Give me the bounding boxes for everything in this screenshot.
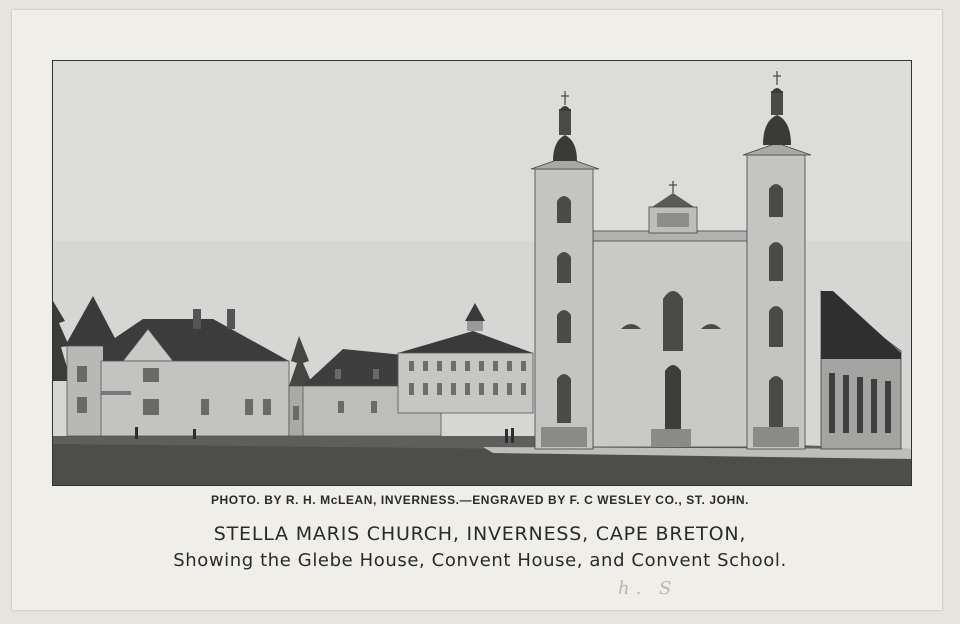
church-scene-illustration <box>53 61 911 485</box>
photo-credit-line: PHOTO. BY R. H. McLEAN, INVERNESS.—ENGRAVED BY F. C WESLEY CO., ST. JOHN. <box>210 493 750 507</box>
postcard-subtitle: Showing the Glebe House, Convent House, and Convent School. <box>173 550 787 571</box>
engraved-photo <box>52 60 912 486</box>
postcard-title: STELLA MARIS CHURCH, INVERNESS, CAPE BRETON, <box>213 523 747 545</box>
pencil-annotation: h. S <box>618 578 678 599</box>
